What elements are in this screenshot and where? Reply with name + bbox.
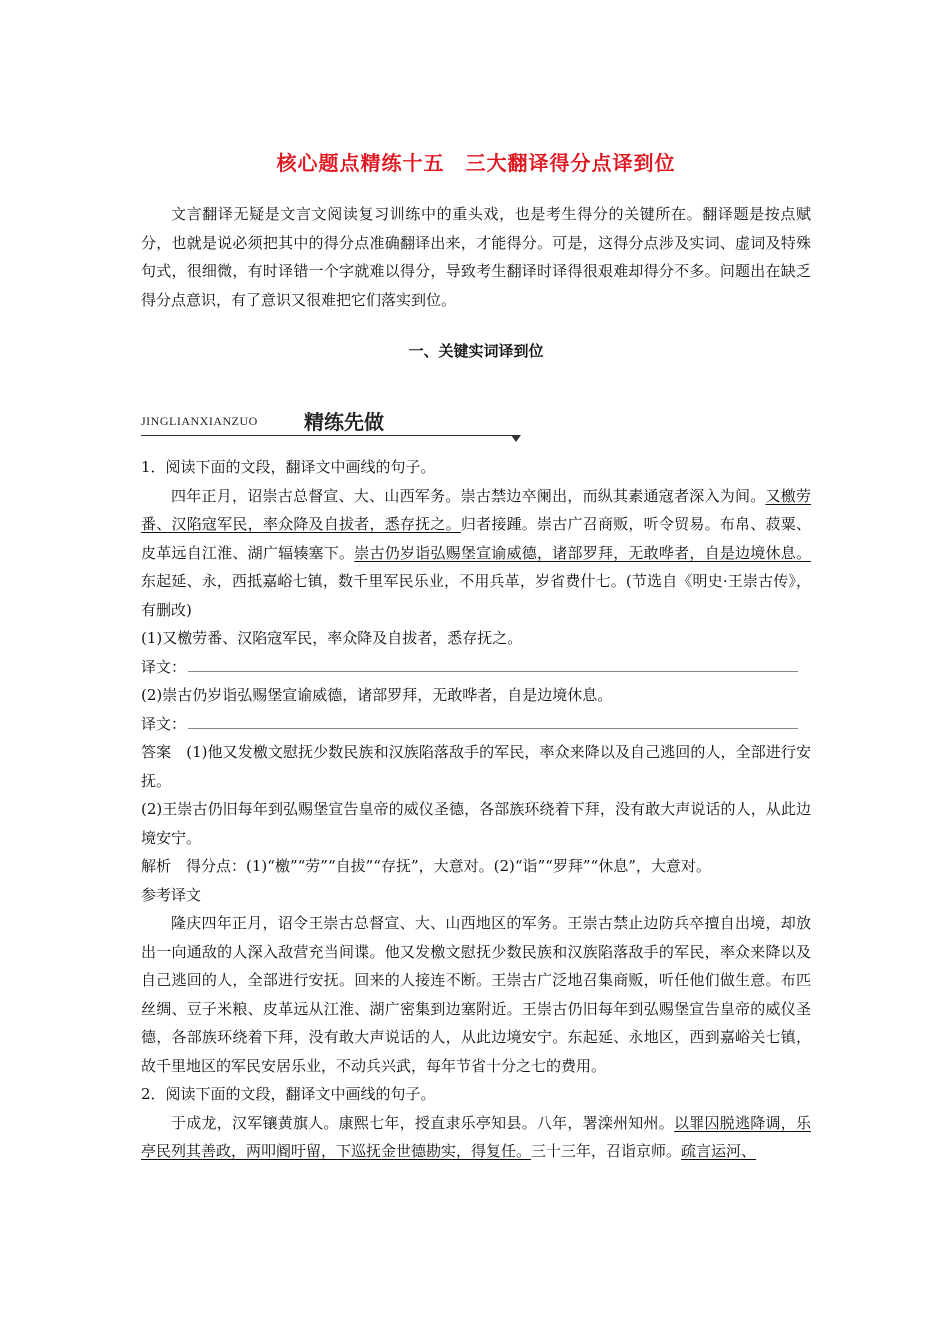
underlined-sentence-1: 又檄劳番、汉陷寇军民，率众降及自拔者，悉存抚之。 xyxy=(141,486,811,533)
analysis-label: 解析 xyxy=(141,857,172,875)
intro-paragraph: 文言翻译无疑是文言文阅读复习训练中的重头戏，也是考生得分的关键所在。翻译题是按点赋分，也就是说必须把其中的得分点准确翻译出来，才能得分。可是，这得分点涉及实词、虚词及特殊句式，很细微，有时译错一个字就难以得分，导致考生翻译时译得很艰难却得分不多。问题出在缺乏得分点意识，有了意识又很难把它们落实到位。 xyxy=(141,205,811,309)
passage-text: 于成龙，汉军镶黄旗人。康熙七年，授直隶乐亭知县。八年，署滦州知州。 xyxy=(171,1113,675,1132)
underlined-sentence-4: 疏言运河、 xyxy=(681,1142,757,1160)
answer-label: 答案 xyxy=(141,743,172,761)
question-1-item-2: (2)崇古仍岁诣弘赐堡宣谕威德，诸部罗拜，无敢哗者，自是边境休息。 xyxy=(141,686,613,704)
underlined-sentence-2: 崇古仍岁诣弘赐堡宣谕威德，诸部罗拜，无敢哗者，自是边境休息。 xyxy=(354,543,811,562)
answer-blank-2[interactable] xyxy=(188,713,798,729)
passage-text: 归者接踵。崇古广召商贩，听令贸易。布帛、菽粟、皮革远自江淮、湖广辐辏塞下。 xyxy=(141,515,811,562)
question-2-passage xyxy=(141,1109,811,1166)
section-heading: 一、关键实词译到位 xyxy=(408,342,544,360)
answer-1 xyxy=(141,738,811,795)
banner-pinyin: JINGLIANXIANZUO xyxy=(141,414,258,428)
passage-text: 四年正月，诏崇古总督宣、大、山西军务。崇古禁边卒阑出，而纵其素通寇者深入为间。 xyxy=(171,486,766,505)
question-1-item-1: (1)又檄劳番、汉陷寇军民，率众降及自拔者，悉存抚之。 xyxy=(141,629,523,647)
underlined-sentence-3: 以罪囚脱逃降调，乐亭民列其善政，两叩阍吁留，下巡抚金世德勘实，得复任。 xyxy=(141,1113,811,1160)
analysis-text: 得分点：(1)“檄”“劳”“自拔”“存抚”，大意对。(2)“诣”“罗拜”“休息”，大意对。 xyxy=(186,857,711,875)
exercise-body xyxy=(141,453,811,1166)
triangle-down-icon xyxy=(511,435,521,442)
translation-row-2 xyxy=(141,710,811,739)
translation-label: 译文： xyxy=(141,657,187,676)
page-title: 核心题点精练十五 三大翻译得分点译到位 xyxy=(276,151,676,175)
banner-rule xyxy=(141,435,513,436)
question-1-passage xyxy=(141,482,811,625)
reference-label: 参考译文 xyxy=(141,885,202,904)
translation-row-1 xyxy=(141,653,811,682)
reference-translation: 隆庆四年正月，诏令王崇古总督宣、大、山西地区的军务。王崇古禁止边防兵卒擅自出境，却放出一向通敌的人深入敌营充当间谍。他又发檄文慰抚少数民族和汉族陷落敌手的军民，率众来降以及自己逃回的人，全部进行安抚。回来的人接连不断。王崇古广泛地召集商贩，听任他们做生意。布匹丝绸、豆子米粮、皮革远从江淮、湖广密集到边塞附近。王崇古仍旧每年到弘赐堡宣告皇帝的威仪圣德，各部族环绕着下拜，没有敢大声说话的人，从此边境安宁。东起延、永地区，西到嘉峪关七镇，故千里地区的军民安居乐业，不动兵兴武，每年节省十分之七的费用。 xyxy=(141,914,811,1075)
translation-label: 译文： xyxy=(141,714,187,733)
practice-banner xyxy=(141,406,521,444)
banner-title: 精练先做 xyxy=(304,410,384,434)
answer-text: (1)他又发檄文慰抚少数民族和汉族陷落敌手的军民，率众来降以及自己逃回的人，全部进行安抚。 xyxy=(141,743,811,790)
analysis xyxy=(141,852,811,881)
answer-blank-1[interactable] xyxy=(188,656,798,672)
question-2-prompt: 2．阅读下面的文段，翻译文中画线的句子。 xyxy=(141,1085,436,1103)
question-1-prompt: 1．阅读下面的文段，翻译文中画线的句子。 xyxy=(141,458,436,476)
answer-2: (2)王崇古仍旧每年到弘赐堡宣告皇帝的威仪圣德，各部族环绕着下拜，没有敢大声说话的人，从此边境安宁。 xyxy=(141,800,811,847)
passage-text: 东起延、永，西抵嘉峪七镇，数千里军民乐业，不用兵革，岁省费什七。(节选自《明史·王崇古传》，有删改) xyxy=(141,572,811,619)
passage-text: 三十三年，召诣京师。 xyxy=(531,1142,682,1160)
